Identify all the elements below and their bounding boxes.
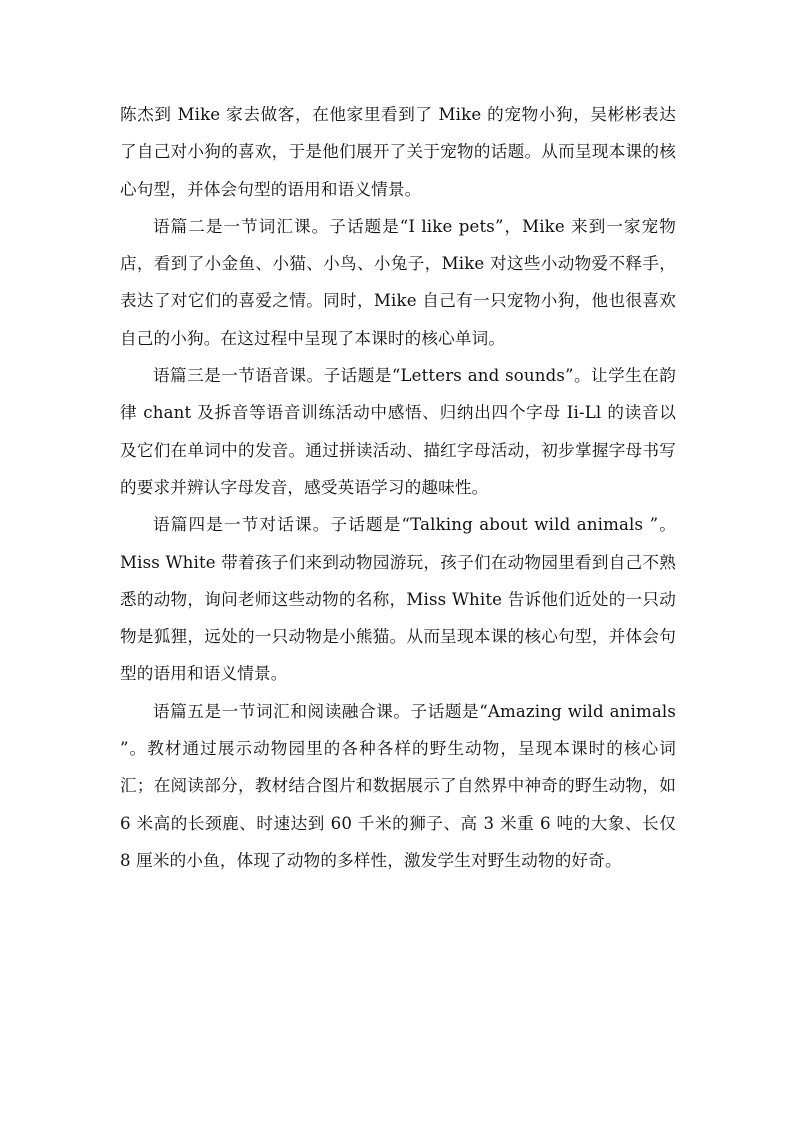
paragraph-passage-two: 语篇二是一节词汇课。子话题是“I like pets”，Mike 来到一家宠物店，看到了小金鱼、小猫、小鸟、小兔子，Mike 对这些小动物爱不释手，表达了对它们的喜爱之情。同时，Mike 自己有一只宠物小狗，他也很喜欢自己的小狗。在这过程中呈现了本课时的核心单词。 — [120, 216, 676, 348]
paragraph-continuation: 陈杰到 Mike 家去做客，在他家里看到了 Mike 的宠物小狗，吴彬彬表达了自己对小狗的喜欢，于是他们展开了关于宠物的话题。从而呈现本课的核心句型，并体会句型的语用和语义情景。 — [120, 105, 676, 199]
paragraph-passage-five: 语篇五是一节词汇和阅读融合课。子话题是“Amazing wild animals ”。教材通过展示动物园里的各种各样的野生动物，呈现本课时的核心词汇；在阅读部分，教材结合图片和数据展示了自然界中神奇的野生动物，如 6 米高的长颈鹿、时速达到 60 千米的狮子、高 3 米重 6 吨的大象、长仅 8 厘米的小鱼，体现了动物的多样性，激发学生对野生动物的好奇。 — [120, 701, 676, 870]
paragraph-passage-four: 语篇四是一节对话课。子话题是“Talking about wild animals ”。Miss White 带着孩子们来到动物园游玩，孩子们在动物园里看到自己不熟悉的动物，询问老师这些动物的名称，Miss White 告诉他们近处的一只动物是狐狸，远处的一只动物是小熊猫。从而呈现本课的核心句型，并体会句型的语用和语义情景。 — [120, 515, 676, 684]
document-body — [120, 96, 676, 879]
paragraph-passage-three: 语篇三是一节语音课。子话题是“Letters and sounds”。让学生在韵律 chant 及拆音等语音训练活动中感悟、归纳出四个字母 Ii-Ll 的读音以及它们在单词中的发音。通过拼读活动、描红字母活动，初步掌握字母书写的要求并辨认字母发音，感受英语学习的趣味性。 — [120, 366, 676, 497]
